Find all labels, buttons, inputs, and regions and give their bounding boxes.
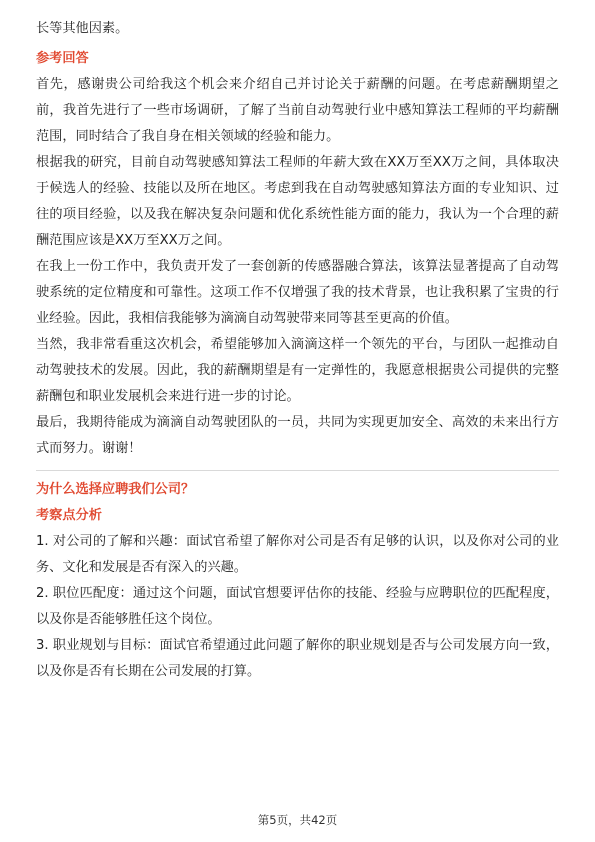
answer-paragraph: 最后，我期待能成为滴滴自动驾驶团队的一员，共同为实现更加安全、高效的未来出行方式而努力。谢谢！: [36, 415, 559, 456]
section-divider: [36, 470, 559, 471]
analysis-heading: 考察点分析: [36, 508, 102, 523]
page-number: 第5页，共42页: [257, 813, 338, 827]
answer-paragraph: 在我上一份工作中，我负责开发了一套创新的传感器融合算法，该算法显著提高了自动驾驶系统的定位精度和可靠性。这项工作不仅增强了我的技术背景，也让我积累了宝贵的行业经验。因此，我相信我能够为滴滴自动驾驶带来同等甚至更高的价值。: [36, 259, 559, 326]
analysis-point: 1. 对公司的了解和兴趣：面试官希望了解你对公司是否有足够的认识，以及你对公司的业务、文化和发展是否有深入的兴趣。: [36, 534, 559, 575]
analysis-point: 2. 职位匹配度：通过这个问题，面试官想要评估你的技能、经验与应聘职位的匹配程度，以及你是否能够胜任这个岗位。: [36, 586, 559, 627]
question-title: 为什么选择应聘我们公司？: [36, 482, 195, 497]
document-page: [36, 16, 559, 685]
analysis-point: 3. 职业规划与目标：面试官希望通过此问题了解你的职业规划是否与公司发展方向一致，以及你是否有长期在公司发展的打算。: [36, 638, 559, 679]
answer-paragraph: 根据我的研究，目前自动驾驶感知算法工程师的年薪大致在XX万至XX万之间，具体取决于候选人的经验、技能以及所在地区。考虑到我在自动驾驶感知算法方面的专业知识、过往的项目经验，以及我在解决复杂问题和优化系统性能方面的能力，我认为一个合理的薪酬范围应该是XX万至XX万之间。: [36, 155, 559, 248]
answer-paragraph: 当然，我非常看重这次机会，希望能够加入滴滴这样一个领先的平台，与团队一起推动自动驾驶技术的发展。因此，我的薪酬期望是有一定弹性的，我愿意根据贵公司提供的完整薪酬包和职业发展机会来进行进一步的讨论。: [36, 337, 559, 404]
reference-answer-heading: 参考回答: [36, 51, 89, 66]
answer-paragraph: 首先，感谢贵公司给我这个机会来介绍自己并讨论关于薪酬的问题。在考虑薪酬期望之前，我首先进行了一些市场调研，了解了当前自动驾驶行业中感知算法工程师的平均薪酬范围，同时结合了我自身在相关领域的经验和能力。: [36, 77, 559, 144]
intro-tail-text: 长等其他因素。: [36, 21, 129, 36]
